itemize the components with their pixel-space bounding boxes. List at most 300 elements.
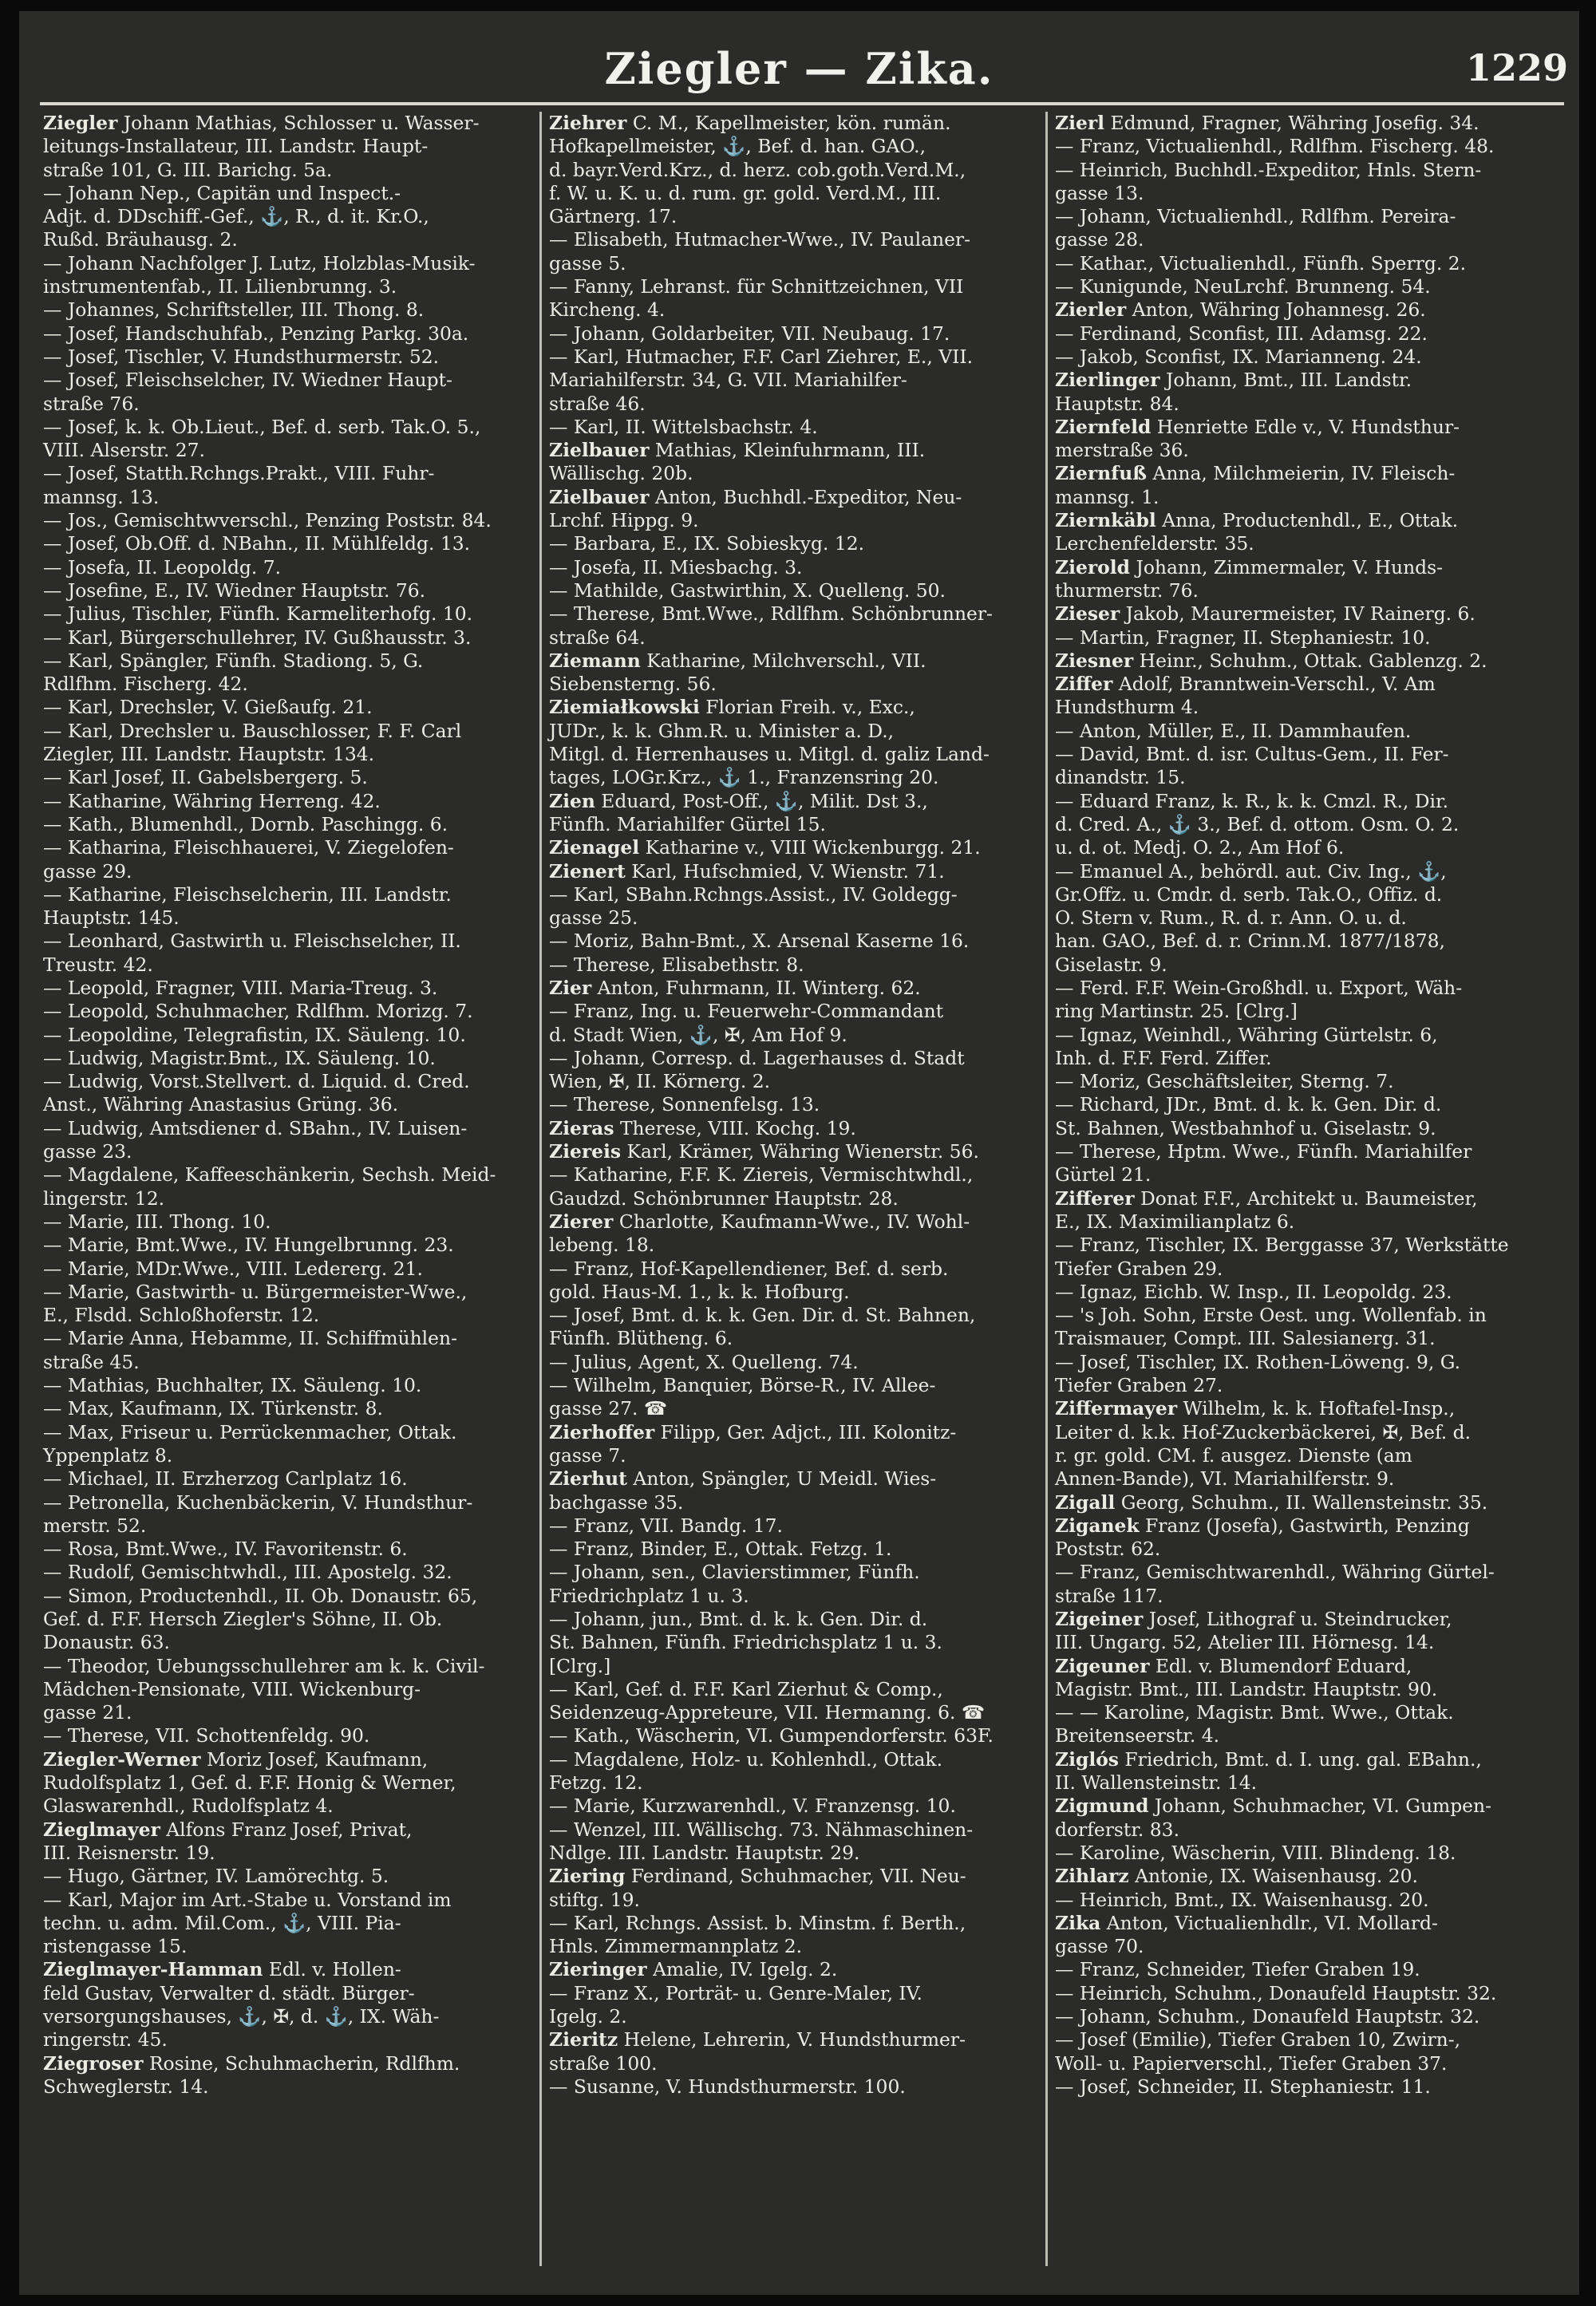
entry-line: [1055, 1093, 1548, 1116]
entry-line: [43, 673, 536, 696]
entry-text: — Julius, Tischler, Fünfh. Karmeliterhofg. 10.: [43, 602, 473, 626]
entry-text: — Leopold, Schuhmacher, Rdlfhm. Morizg. 7.: [43, 1000, 473, 1023]
entry-text: — Josefine, E., IV. Wiedner Hauptstr. 76.: [43, 578, 426, 602]
entry-text: — Therese, Hptm. Wwe., Fünfh. Mariahilfer: [1055, 1140, 1472, 1163]
entry-text: — Emanuel A., behördl. aut. Civ. Ing., ⚓,: [1055, 859, 1447, 883]
entry-line: [43, 1420, 536, 1444]
entry-text: — Karl, Drechsler, V. Gießaufg. 21.: [43, 696, 373, 719]
entry-text: Ziegler, III. Landstr. Hauptstr. 134.: [43, 743, 375, 766]
entry-headword: Zigeuner: [1055, 1654, 1150, 1677]
entry-text: f. W. u. K. u. d. rum. gr. gold. Verd.M., III.: [549, 181, 942, 204]
entry-line: [1055, 228, 1548, 251]
entry-line: [1055, 392, 1548, 416]
entry-line: [1055, 439, 1548, 462]
entry-text: — Karl, Gef. d. F.F. Karl Zierhut & Comp.,: [549, 1677, 943, 1700]
entry-line: [43, 1514, 536, 1538]
directory-entry: [549, 275, 1042, 322]
entry-line: [549, 1280, 1042, 1304]
entry-headword: Ziffer: [1055, 673, 1113, 696]
entry-line: [1055, 906, 1548, 930]
entry-headword: Ziffermayer: [1055, 1397, 1178, 1420]
entry-text: d. bayr.Verd.Krz., d. herz. cob.goth.Verd.M.,: [549, 158, 966, 181]
entry-text: — Mathilde, Gastwirthin, X. Quelleng. 50.: [549, 578, 946, 602]
entry-text: — Michael, II. Erzherzog Carlplatz 16.: [43, 1467, 408, 1491]
entry-text: — Marie, III. Thong. 10.: [43, 1210, 271, 1233]
entry-text: Edmund, Fragner, Währing Josefig. 34.: [1110, 112, 1479, 134]
entry-text: — Ludwig, Magistr.Bmt., IX. Säuleng. 10.: [43, 1046, 436, 1069]
entry-text: — Karl, SBahn.Rchngs.Assist., IV. Goldegg-: [549, 883, 958, 906]
directory-entry: [43, 1234, 536, 1257]
entry-line: [1055, 766, 1548, 789]
entry-text: Mariahilferstr. 34, G. VII. Mariahilfer-: [549, 369, 907, 392]
entry-line: [1055, 1724, 1548, 1747]
entry-line: [549, 1491, 1042, 1514]
entry-text: — Leopoldine, Telegrafistin, IX. Säuleng. 10.: [43, 1023, 466, 1046]
entry-line: [1055, 1584, 1548, 1608]
directory-entry: [549, 112, 1042, 228]
entry-text: — Kunigunde, NeuLrchf. Brunneng. 54.: [1055, 275, 1431, 298]
entry-text: — Johann, Corresp. d. Lagerhauses d. Stadt: [549, 1046, 965, 1069]
directory-entry: [1055, 159, 1548, 206]
directory-entry: [549, 1982, 1042, 2029]
entry-line: [43, 2028, 536, 2051]
directory-entry: [43, 1865, 536, 1888]
directory-entry: [549, 579, 1042, 602]
directory-entry: [549, 1865, 1042, 1912]
entry-text: — Josef, k. k. Ob.Lieut., Bef. d. serb. Tak.O. 5.,: [43, 415, 481, 438]
entry-text: dorferstr. 83.: [1055, 1818, 1180, 1841]
entry-line: [1055, 1818, 1548, 1842]
directory-entry: [549, 1818, 1042, 1866]
directory-entry: [1055, 1070, 1548, 1093]
entry-line: [1055, 1397, 1548, 1420]
entry-line: [1055, 1888, 1548, 1912]
directory-entry: [549, 1210, 1042, 1258]
directory-entry: [43, 1538, 536, 1561]
entry-text: St. Bahnen, Westbahnhof u. Giselastr. 9.: [1055, 1116, 1436, 1139]
entry-text: Leiter d. k.k. Hof-Zuckerbäckerei, ✠, Bef. d.: [1055, 1420, 1472, 1443]
entry-line: [1055, 812, 1548, 836]
entry-text: lingerstr. 12.: [43, 1187, 165, 1210]
entry-line: [549, 1654, 1042, 1678]
entry-line: [43, 158, 536, 182]
entry-text: Ferdinand, Schuhmacher, VII. Neu-: [630, 1865, 966, 1888]
entry-line: [1055, 298, 1548, 322]
entry-text: d. Cred. A., ⚓ 3., Bef. d. ottom. Osm. O. 2.: [1055, 812, 1460, 835]
entry-line: [1055, 1443, 1548, 1467]
directory-entry: [43, 1374, 536, 1397]
entry-text: straße 100.: [549, 2051, 658, 2075]
entry-text: — Karl, Major im Art.-Stabe u. Vorstand im: [43, 1888, 452, 1911]
entry-text: — Johann, Victualienhdl., Rdlfhm. Pereira-: [1055, 205, 1456, 228]
entry-text: — Rosa, Bmt.Wwe., IV. Favoritenstr. 6.: [43, 1538, 408, 1561]
entry-line: [43, 1210, 536, 1234]
entry-text: — Max, Friseur u. Perrückenmacher, Ottak.: [43, 1420, 457, 1443]
entry-line: [1055, 1374, 1548, 1397]
directory-entry: [549, 1140, 1042, 1163]
entry-line: [1055, 1327, 1548, 1350]
entry-line: [549, 509, 1042, 532]
entry-line: [43, 1911, 536, 1935]
directory-entry: [1055, 977, 1548, 1024]
directory-entry: [43, 836, 536, 883]
entry-line: [549, 1888, 1042, 1912]
entry-text: Glaswarenhdl., Rudolfsplatz 4.: [43, 1795, 334, 1818]
directory-entry: [1055, 1024, 1548, 1071]
entry-line: [43, 1163, 536, 1187]
entry-line: [43, 228, 536, 251]
entry-text: ringerstr. 45.: [43, 2028, 168, 2051]
entry-text: Anton, Victualienhdlr., VI. Mollard-: [1106, 1911, 1438, 1934]
entry-text: Anna, Milchmeierin, IV. Fleisch-: [1152, 462, 1456, 485]
directory-entry: [549, 650, 1042, 697]
entry-text: Lerchenfelderstr. 35.: [1055, 532, 1254, 555]
directory-entry: [549, 977, 1042, 1000]
entry-line: [549, 1116, 1042, 1140]
entry-line: [549, 1000, 1042, 1023]
entry-headword: Zierer: [549, 1210, 614, 1233]
directory-entry: [549, 930, 1042, 953]
entry-line: [1055, 930, 1548, 953]
entry-text: — Johann Nep., Capitän und Inspect.-: [43, 181, 401, 204]
entry-text: Yppenplatz 8.: [43, 1443, 173, 1467]
entry-line: [549, 1187, 1042, 1210]
entry-line: [43, 719, 536, 743]
entry-text: Adolf, Branntwein-Verschl., V. Am: [1118, 673, 1436, 696]
directory-entry: [549, 1421, 1042, 1468]
entry-text: ring Martinstr. 25. [Clrg.]: [1055, 1000, 1298, 1023]
directory-entry: [549, 416, 1042, 439]
entry-text: Mathias, Kleinfuhrmann, III.: [654, 439, 926, 462]
entry-text: C. M., Kapellmeister, kön. rumän.: [632, 112, 951, 134]
entry-line: [1055, 2051, 1548, 2075]
entry-line: [1055, 602, 1548, 626]
entry-line: [1055, 1514, 1548, 1538]
directory-entry: [43, 766, 536, 789]
entry-text: — Leonhard, Gastwirth u. Fleischselcher, II.: [43, 930, 461, 953]
entry-line: [549, 1374, 1042, 1397]
directory-entry: [43, 1281, 536, 1328]
entry-line: [43, 392, 536, 416]
directory-entry: [1055, 1304, 1548, 1351]
entry-line: [43, 1350, 536, 1374]
directory-entry: [549, 2075, 1042, 2099]
entry-text: — Franz, Ing. u. Feuerwehr-Commandant: [549, 1000, 944, 1023]
entry-line: [43, 135, 536, 158]
entry-text: Anton, Fuhrmann, II. Winterg. 62.: [597, 976, 921, 999]
entry-line: [1055, 1491, 1548, 1514]
entry-text: — Josef, Tischler, IX. Rothen-Löweng. 9, G.: [1055, 1350, 1461, 1373]
entry-text: Magistr. Bmt., III. Landstr. Hauptstr. 90.: [1055, 1677, 1438, 1700]
entry-line: [43, 1631, 536, 1654]
directory-entry: [1055, 205, 1548, 252]
entry-line: [1055, 1981, 1548, 2005]
entry-text: dinandstr. 15.: [1055, 766, 1186, 789]
directory-entry: [43, 346, 536, 369]
entry-text: Karl, Hufschmied, V. Wienstr. 71.: [631, 859, 945, 883]
directory-entry: [549, 1117, 1042, 1140]
entry-text: VIII. Alserstr. 27.: [43, 439, 205, 462]
entry-text: — Kathar., Victualienhdl., Fünfh. Sperrg. 2.: [1055, 251, 1467, 274]
entry-text: II. Wallensteinstr. 14.: [1055, 1771, 1258, 1795]
directory-entry: [1055, 1351, 1548, 1398]
directory-entry: [1055, 1701, 1548, 1748]
directory-entry: [43, 416, 536, 463]
entry-headword: Zielbauer: [549, 439, 650, 462]
entry-text: straße 117.: [1055, 1584, 1163, 1607]
entry-line: [1055, 2005, 1548, 2028]
entry-line: [1055, 112, 1548, 135]
directory-entry: [549, 1093, 1042, 1116]
entry-line: [1055, 1350, 1548, 1374]
entry-text: Anton, Währing Johannesg. 26.: [1132, 298, 1426, 322]
page-header: [19, 43, 1579, 99]
directory-entry: [43, 579, 536, 602]
entry-text: — Mathias, Buchhalter, IX. Säuleng. 10.: [43, 1374, 422, 1397]
entry-line: [43, 1561, 536, 1584]
entry-text: — Karl, Rchngs. Assist. b. Minstm. f. Berth.,: [549, 1911, 966, 1934]
entry-text: — Josef, Bmt. d. k. k. Gen. Dir. d. St. Bahnen,: [549, 1304, 976, 1327]
entry-line: [549, 789, 1042, 813]
entry-text: Gr.Offz. u. Cmdr. d. serb. Tak.O., Offiz. d.: [1055, 883, 1443, 906]
entry-line: [549, 415, 1042, 439]
directory-entry: [43, 720, 536, 767]
entry-text: Franz (Josefa), Gastwirth, Penzing: [1145, 1514, 1470, 1537]
directory-entry: [1055, 346, 1548, 369]
entry-headword: Ziemann: [549, 649, 641, 672]
entry-line: [1055, 1865, 1548, 1888]
entry-text: u. d. ot. Medj. O. 2., Am Hof 6.: [1055, 836, 1345, 859]
entry-line: [1055, 578, 1548, 602]
entry-headword: Zifferer: [1055, 1187, 1135, 1210]
entry-text: Adjt. d. DDschiff.-Gef., ⚓, R., d. it. Kr.O.,: [43, 205, 429, 228]
entry-text: — Josef, Tischler, V. Hundsthurmerstr. 52.: [43, 345, 440, 368]
entry-line: [1055, 696, 1548, 719]
entry-text: thurmerstr. 76.: [1055, 578, 1199, 602]
entry-text: — Elisabeth, Hutmacher-Wwe., IV. Paulaner-: [549, 228, 970, 251]
page-number: 1229: [1465, 46, 1568, 89]
entry-line: [43, 1116, 536, 1140]
entry-text: Fetzg. 12.: [549, 1771, 643, 1795]
entry-text: — Fanny, Lehranst. für Schnittzeichnen, VII: [549, 275, 964, 298]
entry-line: [43, 298, 536, 322]
directory-entry: [549, 602, 1042, 650]
directory-entry: [549, 836, 1042, 859]
entry-line: [1055, 673, 1548, 696]
directory-entry: [549, 1795, 1042, 1818]
entry-text: Rosine, Schuhmacherin, Rdlfhm.: [148, 2051, 460, 2075]
entry-line: [43, 626, 536, 650]
entry-line: [549, 930, 1042, 953]
entry-line: [43, 1327, 536, 1350]
directory-entry: [43, 1491, 536, 1538]
directory-entry: [549, 1514, 1042, 1538]
entry-text: Seidenzeug-Appreteure, VII. Hermanng. 6. ☎: [549, 1701, 986, 1724]
entry-line: [1055, 369, 1548, 392]
directory-entry: [1055, 369, 1548, 416]
directory-entry: [549, 696, 1042, 789]
entry-text: gasse 27. ☎: [549, 1397, 667, 1420]
entry-text: straße 46.: [549, 392, 646, 415]
entry-line: [1055, 626, 1548, 650]
directory-entry: [1055, 509, 1548, 556]
directory-entry: [1055, 275, 1548, 298]
entry-text: ristengasse 15.: [43, 1935, 188, 1958]
entry-line: [43, 485, 536, 509]
directory-entry: [43, 883, 536, 930]
directory-entry: [549, 1467, 1042, 1514]
column-1: [43, 112, 536, 2274]
entry-text: Edl. v. Blumendorf Eduard,: [1155, 1654, 1412, 1677]
directory-entry: [1055, 135, 1548, 158]
directory-entry: [1055, 1982, 1548, 2005]
entry-headword: Zierold: [1055, 555, 1131, 578]
entry-line: [1055, 1280, 1548, 1304]
entry-text: Igelg. 2.: [549, 2005, 627, 2028]
directory-entry: [549, 1538, 1042, 1561]
entry-line: [549, 1608, 1042, 1631]
entry-line: [43, 1397, 536, 1420]
entry-headword: Zieringer: [549, 1958, 647, 1981]
entry-line: [43, 930, 536, 953]
entry-headword: Zien: [549, 789, 595, 812]
page-title: Ziegler — Zika.: [604, 43, 994, 94]
entry-line: [549, 1677, 1042, 1701]
directory-entry: [43, 626, 536, 650]
directory-entry: [43, 112, 536, 182]
entry-line: [1055, 883, 1548, 906]
directory-entry: [549, 1163, 1042, 1210]
entry-text: Gaudzd. Schönbrunner Hauptstr. 28.: [549, 1187, 899, 1210]
entry-text: — Rudolf, Gemischtwhdl., III. Apostelg. 32.: [43, 1561, 452, 1584]
entry-text: gasse 70.: [1055, 1935, 1144, 1958]
directory-entry: [43, 298, 536, 322]
entry-text: Schweglerstr. 14.: [43, 2075, 209, 2098]
entry-headword: Ziernfuß: [1055, 462, 1148, 485]
entry-line: [549, 1070, 1042, 1093]
entry-text: St. Bahnen, Fünfh. Friedrichsplatz 1 u. 3.: [549, 1631, 942, 1654]
entry-line: [549, 953, 1042, 977]
entry-line: [43, 1140, 536, 1163]
entry-text: mannsg. 1.: [1055, 485, 1159, 508]
entry-line: [1055, 1187, 1548, 1210]
entry-text: gasse 28.: [1055, 228, 1144, 251]
entry-text: — Johann Nachfolger J. Lutz, Holzblas-Musik-: [43, 251, 476, 274]
entry-line: [549, 1210, 1042, 1234]
entry-text: — Franz, Tischler, IX. Berggasse 37, Werkstätte: [1055, 1234, 1509, 1257]
entry-headword: Ziganek: [1055, 1514, 1140, 1537]
entry-text: Johann, Zimmermaler, V. Hunds-: [1136, 555, 1444, 578]
entry-line: [549, 719, 1042, 743]
entry-line: [549, 766, 1042, 789]
entry-text: — Therese, Bmt.Wwe., Rdlfhm. Schönbrunner-: [549, 602, 993, 626]
entry-headword: Zienert: [549, 859, 626, 883]
directory-entry: [43, 556, 536, 579]
directory-entry: [549, 1374, 1042, 1421]
entry-line: [43, 322, 536, 346]
directory-entry: [1055, 2028, 1548, 2075]
entry-line: [549, 439, 1042, 462]
directory-entry: [43, 1397, 536, 1420]
entry-line: [549, 1046, 1042, 1070]
entry-text: Amalie, IV. Igelg. 2.: [653, 1958, 838, 1981]
entry-text: — Josef, Handschuhfab., Penzing Parkg. 30a.: [43, 322, 469, 345]
entry-text: stiftg. 19.: [549, 1888, 640, 1911]
header-rule: [40, 102, 1564, 105]
entry-line: [549, 205, 1042, 228]
entry-text: Kircheng. 4.: [549, 298, 666, 322]
directory-entry: [1055, 1655, 1548, 1702]
directory-entry: [43, 1585, 536, 1655]
entry-line: [549, 1981, 1042, 2005]
entry-text: Woll- u. Papierverschl., Tiefer Graben 37.: [1055, 2051, 1448, 2075]
entry-line: [1055, 509, 1548, 532]
entry-text: — Marie, Bmt.Wwe., IV. Hungelbrunng. 23.: [43, 1234, 454, 1257]
column-divider: [1045, 112, 1048, 2266]
directory-entry: [1055, 462, 1548, 509]
entry-line: [43, 1724, 536, 1747]
entry-line: [43, 181, 536, 205]
entry-text: Tiefer Graben 29.: [1055, 1257, 1223, 1280]
entry-text: — Karl, Hutmacher, F.F. Carl Ziehrer, E., VII.: [549, 345, 974, 368]
entry-line: [1055, 1911, 1548, 1935]
entry-line: [1055, 1163, 1548, 1187]
directory-entry: [549, 1000, 1042, 1047]
entry-line: [549, 158, 1042, 182]
entry-text: Poststr. 62.: [1055, 1538, 1161, 1561]
entry-line: [549, 812, 1042, 836]
directory-entry: [1055, 1187, 1548, 1234]
entry-line: [43, 1865, 536, 1888]
entry-line: [549, 1514, 1042, 1538]
entry-line: [549, 1747, 1042, 1771]
entry-text: — Franz, VII. Bandg. 17.: [549, 1514, 783, 1537]
entry-line: [1055, 1000, 1548, 1023]
entry-line: [43, 1257, 536, 1281]
entry-line: [549, 228, 1042, 251]
directory-entry: [43, 696, 536, 719]
directory-entry: [43, 930, 536, 977]
entry-line: [43, 812, 536, 836]
entry-line: [43, 1795, 536, 1818]
entry-line: [43, 1467, 536, 1491]
entry-text: Johann Mathias, Schlosser u. Wasser-: [123, 112, 480, 134]
entry-text: — Franz, Schneider, Tiefer Graben 19.: [1055, 1958, 1420, 1981]
entry-line: [43, 1023, 536, 1047]
entry-line: [1055, 1654, 1548, 1678]
entry-line: [1055, 1210, 1548, 1234]
entry-text: Johann, Schuhmacher, VI. Gumpen-: [1154, 1795, 1491, 1818]
entry-line: [43, 345, 536, 369]
entry-line: [549, 485, 1042, 509]
entry-text: — Ludwig, Amtsdiener d. SBahn., IV. Luisen-: [43, 1116, 468, 1139]
entry-line: [1055, 158, 1548, 182]
entry-text: Charlotte, Kaufmann-Wwe., IV. Wohl-: [618, 1210, 970, 1233]
entry-line: [549, 1935, 1042, 1958]
directory-entry: [549, 790, 1042, 837]
directory-entry: [549, 556, 1042, 579]
directory-entry: [549, 486, 1042, 533]
column-divider: [539, 112, 542, 2266]
entry-line: [549, 743, 1042, 766]
directory-entry: [1055, 298, 1548, 322]
entry-headword: Zigall: [1055, 1491, 1116, 1514]
entry-line: [43, 1374, 536, 1397]
entry-headword: Zieser: [1055, 602, 1120, 626]
entry-line: [43, 462, 536, 485]
entry-text: — Moriz, Geschäftsleiter, Sterng. 7.: [1055, 1070, 1394, 1093]
directory-entry: [549, 1047, 1042, 1094]
